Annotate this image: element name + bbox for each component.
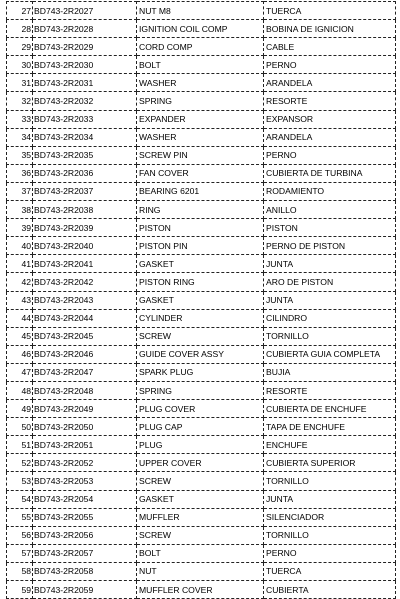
part-name-english-cell: UPPER COVER	[137, 454, 264, 472]
part-code-cell: BD743-2R2039	[33, 219, 137, 237]
part-code-cell: BD743-2R2049	[33, 400, 137, 418]
table-row	[7, 2, 396, 20]
part-name-english-cell: GASKET	[137, 291, 264, 309]
part-name-spanish-cell: ARANDELA	[264, 74, 396, 92]
part-name-english-cell: NUT M8	[137, 2, 264, 20]
part-code-cell: BD743-2R2041	[33, 255, 137, 273]
part-name-spanish-cell: PERNO DE PISTON	[264, 237, 396, 255]
part-code-cell: BD743-2R2028	[33, 20, 137, 38]
table-row	[7, 146, 396, 164]
table-row	[7, 400, 396, 418]
parts-table-body	[7, 2, 396, 599]
part-name-spanish-cell: CUBIERTA GUIA COMPLETA	[264, 345, 396, 363]
row-number-cell: 28	[7, 20, 33, 38]
part-name-spanish-cell: CUBIERTA DE TURBINA	[264, 164, 396, 182]
part-code-cell: BD743-2R2033	[33, 110, 137, 128]
table-row	[7, 182, 396, 200]
row-number-cell: 51	[7, 436, 33, 454]
table-row	[7, 201, 396, 219]
row-number-cell: 39	[7, 219, 33, 237]
part-name-spanish-cell: CABLE	[264, 38, 396, 56]
table-row	[7, 255, 396, 273]
row-number-cell: 46	[7, 345, 33, 363]
part-code-cell: BD743-2R2044	[33, 309, 137, 327]
row-number-cell: 38	[7, 201, 33, 219]
part-name-english-cell: NUT	[137, 562, 264, 580]
part-name-spanish-cell: TAPA DE ENCHUFE	[264, 418, 396, 436]
part-name-spanish-cell: SILENCIADOR	[264, 508, 396, 526]
part-name-spanish-cell: PISTON	[264, 219, 396, 237]
part-code-cell: BD743-2R2058	[33, 562, 137, 580]
part-name-english-cell: PLUG COVER	[137, 400, 264, 418]
part-code-cell: BD743-2R2051	[33, 436, 137, 454]
part-name-english-cell: IGNITION COIL COMP	[137, 20, 264, 38]
part-name-english-cell: EXPANDER	[137, 110, 264, 128]
row-number-cell: 31	[7, 74, 33, 92]
part-code-cell: BD743-2R2057	[33, 544, 137, 562]
part-code-cell: BD743-2R2046	[33, 345, 137, 363]
table-row	[7, 526, 396, 544]
table-row	[7, 508, 396, 526]
part-code-cell: BD743-2R2056	[33, 526, 137, 544]
part-name-english-cell: SCREW PIN	[137, 146, 264, 164]
part-code-cell: BD743-2R2034	[33, 128, 137, 146]
table-row	[7, 363, 396, 381]
part-name-spanish-cell: PERNO	[264, 56, 396, 74]
row-number-cell: 55	[7, 508, 33, 526]
part-name-spanish-cell: ARANDELA	[264, 128, 396, 146]
table-row	[7, 544, 396, 562]
row-number-cell: 43	[7, 291, 33, 309]
part-name-english-cell: PLUG CAP	[137, 418, 264, 436]
row-number-cell: 29	[7, 38, 33, 56]
part-name-english-cell: SPRING	[137, 381, 264, 399]
part-name-spanish-cell: JUNTA	[264, 490, 396, 508]
table-row	[7, 219, 396, 237]
table-row	[7, 273, 396, 291]
table-row	[7, 74, 396, 92]
part-code-cell: BD743-2R2054	[33, 490, 137, 508]
part-name-spanish-cell: PERNO	[264, 544, 396, 562]
table-row	[7, 381, 396, 399]
part-name-english-cell: RING	[137, 201, 264, 219]
table-row	[7, 562, 396, 580]
row-number-cell: 58	[7, 562, 33, 580]
table-row	[7, 237, 396, 255]
part-code-cell: BD743-2R2050	[33, 418, 137, 436]
table-row	[7, 309, 396, 327]
row-number-cell: 37	[7, 182, 33, 200]
table-row	[7, 472, 396, 490]
part-code-cell: BD743-2R2037	[33, 182, 137, 200]
row-number-cell: 50	[7, 418, 33, 436]
part-code-cell: BD743-2R2045	[33, 327, 137, 345]
row-number-cell: 27	[7, 2, 33, 20]
part-name-english-cell: WASHER	[137, 74, 264, 92]
part-code-cell: BD743-2R2059	[33, 581, 137, 599]
part-name-spanish-cell: CUBIERTA SUPERIOR	[264, 454, 396, 472]
part-name-english-cell: SPARK PLUG	[137, 363, 264, 381]
part-name-english-cell: SCREW	[137, 472, 264, 490]
part-name-spanish-cell: EXPANSOR	[264, 110, 396, 128]
part-code-cell: BD743-2R2038	[33, 201, 137, 219]
row-number-cell: 33	[7, 110, 33, 128]
row-number-cell: 45	[7, 327, 33, 345]
row-number-cell: 44	[7, 309, 33, 327]
row-number-cell: 52	[7, 454, 33, 472]
part-name-spanish-cell: CUBIERTA DE ENCHUFE	[264, 400, 396, 418]
part-code-cell: BD743-2R2027	[33, 2, 137, 20]
row-number-cell: 35	[7, 146, 33, 164]
table-row	[7, 110, 396, 128]
part-name-spanish-cell: ANILLO	[264, 201, 396, 219]
table-row	[7, 56, 396, 74]
table-row	[7, 345, 396, 363]
part-name-english-cell: CORD COMP	[137, 38, 264, 56]
part-name-spanish-cell: TUERCA	[264, 2, 396, 20]
table-row	[7, 454, 396, 472]
row-number-cell: 47	[7, 363, 33, 381]
part-name-spanish-cell: TORNILLO	[264, 327, 396, 345]
part-name-english-cell: GUIDE COVER ASSY	[137, 345, 264, 363]
row-number-cell: 54	[7, 490, 33, 508]
table-row	[7, 164, 396, 182]
row-number-cell: 40	[7, 237, 33, 255]
part-name-spanish-cell: TORNILLO	[264, 526, 396, 544]
part-name-spanish-cell: JUNTA	[264, 255, 396, 273]
part-name-spanish-cell: RODAMIENTO	[264, 182, 396, 200]
part-name-spanish-cell: RESORTE	[264, 381, 396, 399]
table-row	[7, 418, 396, 436]
part-code-cell: BD743-2R2040	[33, 237, 137, 255]
table-row	[7, 291, 396, 309]
row-number-cell: 41	[7, 255, 33, 273]
row-number-cell: 56	[7, 526, 33, 544]
part-name-spanish-cell: PERNO	[264, 146, 396, 164]
part-name-english-cell: PISTON RING	[137, 273, 264, 291]
part-code-cell: BD743-2R2043	[33, 291, 137, 309]
table-row	[7, 436, 396, 454]
row-number-cell: 53	[7, 472, 33, 490]
part-code-cell: BD743-2R2030	[33, 56, 137, 74]
row-number-cell: 30	[7, 56, 33, 74]
part-name-english-cell: GASKET	[137, 255, 264, 273]
part-name-spanish-cell: ENCHUFE	[264, 436, 396, 454]
part-name-english-cell: WASHER	[137, 128, 264, 146]
part-name-english-cell: CYLINDER	[137, 309, 264, 327]
part-name-english-cell: FAN COVER	[137, 164, 264, 182]
part-code-cell: BD743-2R2047	[33, 363, 137, 381]
part-name-english-cell: BOLT	[137, 544, 264, 562]
part-code-cell: BD743-2R2042	[33, 273, 137, 291]
row-number-cell: 36	[7, 164, 33, 182]
part-name-spanish-cell: JUNTA	[264, 291, 396, 309]
table-row	[7, 20, 396, 38]
part-name-english-cell: GASKET	[137, 490, 264, 508]
part-name-spanish-cell: TORNILLO	[264, 472, 396, 490]
table-row	[7, 38, 396, 56]
part-name-english-cell: MUFFLER COVER	[137, 581, 264, 599]
part-name-spanish-cell: BOBINA DE IGNICION	[264, 20, 396, 38]
part-name-spanish-cell: CUBIERTA	[264, 581, 396, 599]
row-number-cell: 59	[7, 581, 33, 599]
table-row	[7, 327, 396, 345]
row-number-cell: 48	[7, 381, 33, 399]
part-code-cell: BD743-2R2031	[33, 74, 137, 92]
part-name-spanish-cell: TUERCA	[264, 562, 396, 580]
table-row	[7, 128, 396, 146]
part-code-cell: BD743-2R2032	[33, 92, 137, 110]
part-code-cell: BD743-2R2052	[33, 454, 137, 472]
row-number-cell: 42	[7, 273, 33, 291]
part-name-spanish-cell: RESORTE	[264, 92, 396, 110]
table-row	[7, 490, 396, 508]
part-name-spanish-cell: CILINDRO	[264, 309, 396, 327]
parts-table	[6, 1, 396, 599]
part-code-cell: BD743-2R2055	[33, 508, 137, 526]
part-name-english-cell: PISTON	[137, 219, 264, 237]
part-name-spanish-cell: ARO DE PISTON	[264, 273, 396, 291]
row-number-cell: 49	[7, 400, 33, 418]
part-name-english-cell: SPRING	[137, 92, 264, 110]
part-code-cell: BD743-2R2053	[33, 472, 137, 490]
part-name-english-cell: BOLT	[137, 56, 264, 74]
row-number-cell: 32	[7, 92, 33, 110]
part-name-spanish-cell: BUJIA	[264, 363, 396, 381]
part-name-english-cell: MUFFLER	[137, 508, 264, 526]
part-name-english-cell: SCREW	[137, 327, 264, 345]
part-name-english-cell: PISTON PIN	[137, 237, 264, 255]
table-row	[7, 92, 396, 110]
table-row	[7, 581, 396, 599]
row-number-cell: 57	[7, 544, 33, 562]
part-name-english-cell: PLUG	[137, 436, 264, 454]
part-code-cell: BD743-2R2029	[33, 38, 137, 56]
part-code-cell: BD743-2R2048	[33, 381, 137, 399]
row-number-cell: 34	[7, 128, 33, 146]
part-name-english-cell: BEARING 6201	[137, 182, 264, 200]
part-code-cell: BD743-2R2036	[33, 164, 137, 182]
part-name-english-cell: SCREW	[137, 526, 264, 544]
part-code-cell: BD743-2R2035	[33, 146, 137, 164]
